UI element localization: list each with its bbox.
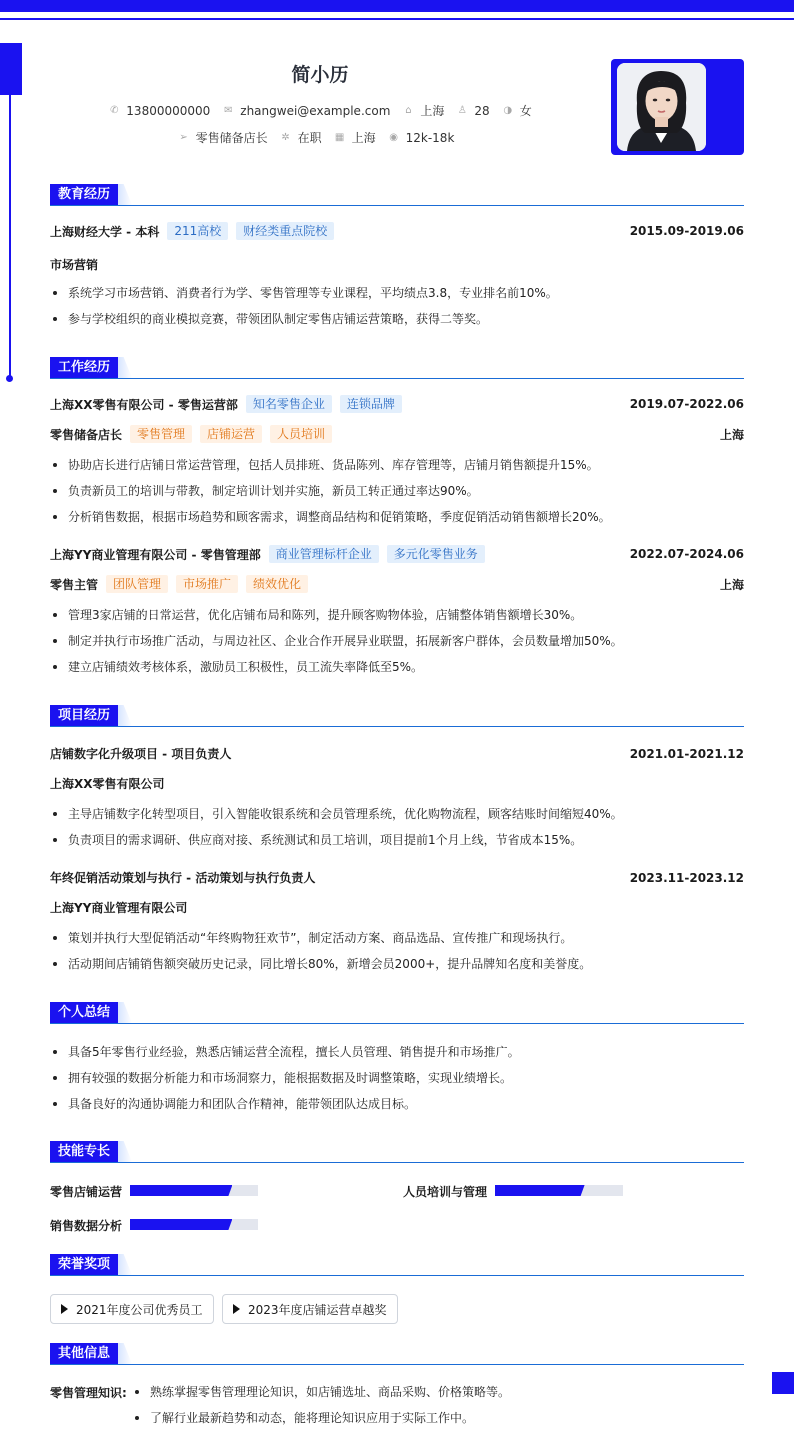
awards-section bbox=[50, 1254, 744, 1317]
company-tag: 知名零售企业 bbox=[246, 395, 332, 413]
summary-title: 个人总结 bbox=[50, 1002, 118, 1023]
skill-item bbox=[50, 1217, 122, 1234]
salary-text: 12k-18k bbox=[405, 130, 455, 145]
company-tag: 商业管理标杆企业 bbox=[269, 545, 379, 563]
status-item bbox=[280, 129, 322, 146]
section-title-tail bbox=[118, 184, 132, 205]
company-tag: 连锁品牌 bbox=[340, 395, 402, 413]
project-title: 项目经历 bbox=[50, 705, 118, 726]
school-tag: 211高校 bbox=[167, 222, 228, 240]
award-item bbox=[222, 1294, 398, 1324]
project-org: 上海YY商业管理有限公司 bbox=[50, 901, 188, 915]
list-item: 建立店铺绩效考核体系，激励员工积极性，员工流失率降低至5%。 bbox=[50, 658, 744, 684]
job-role: 零售主管 bbox=[50, 577, 99, 592]
summary-section bbox=[50, 1002, 744, 1111]
summary-bullets bbox=[50, 1043, 744, 1121]
mail-icon: ✉ bbox=[224, 104, 233, 116]
role-tag: 店铺运营 bbox=[200, 425, 262, 443]
phone-icon: ✆ bbox=[110, 104, 119, 116]
section-header bbox=[50, 1254, 744, 1276]
role-tag: 零售管理 bbox=[130, 425, 192, 443]
phone-text: 13800000000 bbox=[126, 103, 211, 118]
home-icon: ⌂ bbox=[405, 104, 412, 116]
skill-bar-fill bbox=[130, 1185, 232, 1196]
corner-accent-block bbox=[772, 1372, 794, 1394]
work-title: 工作经历 bbox=[50, 357, 118, 378]
education-title: 教育经历 bbox=[50, 184, 118, 205]
skill-name: 零售店铺运营 bbox=[50, 1185, 123, 1199]
other-bullets bbox=[132, 1383, 732, 1435]
avatar bbox=[617, 63, 706, 151]
list-item: 分析销售数据，根据市场趋势和顾客需求，调整商品结构和促销策略，季度促销活动销售额增长20%。 bbox=[50, 508, 744, 534]
project-row bbox=[50, 869, 744, 886]
other-title: 其他信息 bbox=[50, 1343, 118, 1364]
target-job-text: 零售储备店长 bbox=[195, 131, 268, 145]
section-header bbox=[50, 184, 744, 206]
education-date: 2015.09-2019.06 bbox=[629, 224, 744, 238]
section-header bbox=[50, 1343, 744, 1365]
target-city-item bbox=[334, 129, 376, 146]
section-header bbox=[50, 1002, 744, 1024]
skill-item bbox=[403, 1183, 487, 1200]
school-tag: 财经类重点院校 bbox=[236, 222, 334, 240]
skill-bar bbox=[130, 1219, 258, 1230]
gender-text: 女 bbox=[519, 104, 532, 118]
education-section bbox=[50, 184, 744, 326]
avatar-portrait-icon bbox=[617, 63, 706, 151]
section-header bbox=[50, 705, 744, 727]
list-item: 制定并执行市场推广活动，与周边社区、企业合作开展异业联盟，拓展新客户群体，会员数量增加50%。 bbox=[50, 632, 744, 658]
section-header bbox=[50, 357, 744, 379]
section-title-tail bbox=[118, 705, 132, 726]
job-bullets bbox=[50, 456, 744, 534]
major-name: 市场营销 bbox=[50, 258, 99, 272]
salary-icon: ◉ bbox=[389, 131, 398, 143]
project-name: 店铺数字化升级项目 - 项目负责人 bbox=[50, 747, 232, 761]
list-item: 协助店长进行店铺日常运营管理，包括人员排班、货品陈列、库存管理等，店铺月销售额提升15%。 bbox=[50, 456, 744, 482]
side-accent-block bbox=[0, 43, 22, 95]
target-job-item bbox=[178, 129, 268, 146]
skill-bar bbox=[130, 1185, 258, 1196]
job-date: 2022.07-2024.06 bbox=[629, 547, 744, 561]
section-title-tail bbox=[118, 1254, 132, 1275]
company-name: 上海XX零售有限公司 - 零售运营部 bbox=[50, 397, 238, 412]
project-date: 2023.11-2023.12 bbox=[629, 870, 744, 885]
school-row bbox=[50, 222, 744, 240]
list-item: 参与学校组织的商业模拟竞赛，带领团队制定零售店铺运营策略，获得二等奖。 bbox=[50, 310, 744, 336]
list-item: 主导店铺数字化转型项目，引入智能收银系统和会员管理系统，优化购物流程，顾客结账时间缩短40%。 bbox=[50, 805, 744, 831]
role-tag: 人员培训 bbox=[270, 425, 332, 443]
section-title-tail bbox=[118, 1141, 132, 1162]
status-icon: ✲ bbox=[281, 131, 290, 143]
education-bullets bbox=[50, 284, 744, 336]
intention-row bbox=[0, 129, 636, 146]
job-date: 2019.07-2022.06 bbox=[629, 397, 744, 411]
target-city-text: 上海 bbox=[351, 131, 376, 145]
side-accent-dot bbox=[6, 375, 13, 382]
project-org-row bbox=[50, 899, 744, 916]
job-city: 上海 bbox=[719, 577, 744, 592]
other-section bbox=[50, 1343, 744, 1425]
gender-item bbox=[502, 102, 532, 119]
skill-bar-fill bbox=[130, 1219, 232, 1230]
phone-item bbox=[108, 104, 210, 118]
skill-item bbox=[50, 1183, 122, 1200]
role-tag: 绩效优化 bbox=[246, 575, 308, 593]
project-row bbox=[50, 745, 744, 762]
play-triangle-icon bbox=[61, 1304, 68, 1314]
resume-name: 简小历 bbox=[291, 64, 349, 86]
awards-title: 荣誉奖项 bbox=[50, 1254, 118, 1275]
status-text: 在职 bbox=[297, 131, 322, 145]
skill-bar bbox=[495, 1185, 623, 1196]
location-item bbox=[402, 102, 444, 119]
section-title-tail bbox=[118, 1343, 132, 1364]
top-accent-line bbox=[0, 18, 794, 20]
job-role: 零售储备店长 bbox=[50, 427, 123, 442]
project-section bbox=[50, 705, 744, 971]
list-item: 管理3家店铺的日常运营，优化店铺布局和陈列，提升顾客购物体验，店铺整体销售额增长30%。 bbox=[50, 606, 744, 632]
list-item: 活动期间店铺销售额突破历史记录，同比增长80%，新增会员2000+，提升品牌知名度和美誉度。 bbox=[50, 955, 744, 981]
list-item: 负责项目的需求调研、供应商对接、系统测试和员工培训，项目提前1个月上线，节省成本15%。 bbox=[50, 831, 744, 857]
skill-bar-fill bbox=[495, 1185, 585, 1196]
list-item: 熟练掌握零售管理理论知识，如店铺选址、商品采购、价格策略等。 bbox=[132, 1383, 732, 1409]
work-section bbox=[50, 357, 744, 674]
section-title-tail bbox=[118, 1002, 132, 1023]
company-row bbox=[50, 395, 744, 413]
age-icon: ♙ bbox=[457, 104, 467, 116]
project-bullets bbox=[50, 805, 744, 857]
list-item: 具备良好的沟通协调能力和团队合作精神，能带领团队达成目标。 bbox=[50, 1095, 744, 1121]
major-row bbox=[50, 256, 744, 273]
project-name: 年终促销活动策划与执行 - 活动策划与执行负责人 bbox=[50, 871, 316, 885]
list-item: 负责新员工的培训与带教，制定培训计划并实施，新员工转正通过率达90%。 bbox=[50, 482, 744, 508]
age-text: 28 bbox=[474, 103, 490, 118]
award-text: 2023年度店铺运营卓越奖 bbox=[248, 1302, 387, 1317]
list-item: 策划并执行大型促销活动“年终购物狂欢节”，制定活动方案、商品选品、宣传推广和现场执行。 bbox=[50, 929, 744, 955]
list-item: 拥有较强的数据分析能力和市场洞察力，能根据数据及时调整策略，实现业绩增长。 bbox=[50, 1069, 744, 1095]
award-item bbox=[50, 1294, 214, 1324]
salary-item bbox=[388, 131, 455, 145]
email-text: zhangwei@example.com bbox=[240, 103, 391, 118]
top-accent-bar bbox=[0, 0, 794, 12]
section-title-tail bbox=[118, 357, 132, 378]
project-date: 2021.01-2021.12 bbox=[629, 746, 744, 761]
location-text: 上海 bbox=[420, 104, 445, 118]
company-name: 上海YY商业管理有限公司 - 零售管理部 bbox=[50, 547, 261, 562]
photo-frame bbox=[611, 59, 744, 155]
company-row bbox=[50, 545, 744, 563]
list-item: 了解行业最新趋势和动态，能将理论知识应用于实际工作中。 bbox=[132, 1409, 732, 1435]
role-tag: 团队管理 bbox=[106, 575, 168, 593]
role-tag: 市场推广 bbox=[176, 575, 238, 593]
building-icon: ▦ bbox=[334, 131, 345, 143]
role-row bbox=[50, 425, 744, 443]
section-header bbox=[50, 1141, 744, 1163]
list-item: 具备5年零售行业经验，熟悉店铺运营全流程，擅长人员管理、销售提升和市场推广。 bbox=[50, 1043, 744, 1069]
send-icon: ➢ bbox=[179, 131, 188, 143]
contact-row bbox=[0, 102, 640, 119]
skills-section bbox=[50, 1141, 744, 1233]
skill-name: 销售数据分析 bbox=[50, 1219, 123, 1233]
school-name: 上海财经大学 - 本科 bbox=[50, 224, 160, 239]
list-item: 系统学习市场营销、消费者行为学、零售管理等专业课程，平均绩点3.8，专业排名前10%。 bbox=[50, 284, 744, 310]
project-org-row bbox=[50, 775, 744, 792]
other-label: 零售管理知识: bbox=[50, 1386, 127, 1400]
company-tag: 多元化零售业务 bbox=[387, 545, 485, 563]
role-row bbox=[50, 575, 744, 593]
age-item bbox=[456, 104, 489, 118]
award-text: 2021年度公司优秀员工 bbox=[76, 1302, 203, 1317]
skills-title: 技能专长 bbox=[50, 1141, 118, 1162]
email-item bbox=[222, 104, 390, 118]
project-org: 上海XX零售有限公司 bbox=[50, 777, 165, 791]
play-triangle-icon bbox=[233, 1304, 240, 1314]
skill-name: 人员培训与管理 bbox=[403, 1185, 488, 1199]
project-bullets bbox=[50, 929, 744, 981]
job-bullets bbox=[50, 606, 744, 684]
job-city: 上海 bbox=[719, 427, 744, 442]
gender-icon: ◑ bbox=[503, 104, 513, 116]
